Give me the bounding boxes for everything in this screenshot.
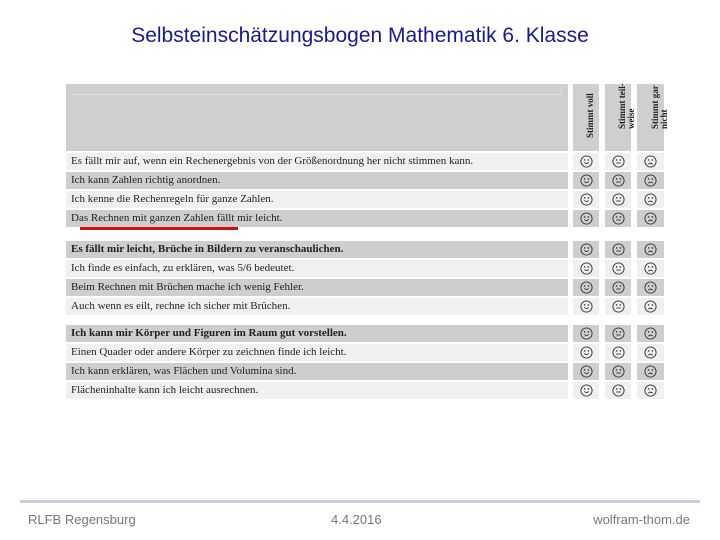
statement-text: Das Rechnen mit ganzen Zahlen fällt mir leicht. bbox=[66, 210, 568, 227]
statement-text: Ich kann Zahlen richtig anordnen. bbox=[66, 172, 568, 189]
rating-cell[interactable] bbox=[605, 344, 631, 361]
table-row bbox=[66, 191, 664, 208]
smiley-neutral-icon bbox=[612, 365, 625, 378]
rating-cell[interactable] bbox=[637, 363, 664, 380]
smiley-happy-icon bbox=[580, 243, 593, 256]
table-row bbox=[66, 344, 664, 361]
footer-divider bbox=[20, 500, 700, 503]
rating-cell[interactable] bbox=[637, 210, 664, 227]
self-assessment-table bbox=[66, 83, 669, 396]
table-row bbox=[66, 382, 664, 399]
statement-text: Ich kenne die Rechenregeln für ganze Zahlen. bbox=[66, 191, 568, 208]
footer-website: wolfram-thom.de bbox=[593, 512, 690, 527]
smiley-neutral-icon bbox=[612, 327, 625, 340]
rating-cell[interactable] bbox=[573, 279, 599, 296]
rating-cell[interactable] bbox=[637, 298, 664, 315]
table-row-heading bbox=[66, 241, 664, 258]
statement-text: Es fällt mir leicht, Brüche in Bildern zu veranschaulichen. bbox=[66, 241, 568, 258]
rating-cell[interactable] bbox=[605, 279, 631, 296]
rating-cell[interactable] bbox=[637, 325, 664, 342]
smiley-happy-icon bbox=[580, 155, 593, 168]
rating-cell[interactable] bbox=[605, 172, 631, 189]
rating-cell[interactable] bbox=[605, 241, 631, 258]
table-row bbox=[66, 260, 664, 277]
table-row bbox=[66, 153, 664, 170]
rating-cell[interactable] bbox=[605, 210, 631, 227]
column-header-stimmt-teilweise bbox=[605, 83, 636, 151]
rating-cell[interactable] bbox=[573, 191, 599, 208]
red-underline-annotation bbox=[80, 227, 238, 230]
smiley-happy-icon bbox=[580, 346, 593, 359]
rating-cell[interactable] bbox=[573, 172, 599, 189]
rating-cell[interactable] bbox=[637, 382, 664, 399]
smiley-neutral-icon bbox=[612, 155, 625, 168]
rating-cell[interactable] bbox=[573, 241, 599, 258]
smiley-neutral-icon bbox=[612, 243, 625, 256]
smiley-neutral-icon bbox=[612, 212, 625, 225]
section-1 bbox=[66, 153, 664, 229]
smiley-sad-icon bbox=[644, 384, 657, 397]
rating-cell[interactable] bbox=[637, 191, 664, 208]
smiley-neutral-icon bbox=[612, 300, 625, 313]
statement-text: Ich kann mir Körper und Figuren im Raum gut vorstellen. bbox=[66, 325, 568, 342]
column-label: Stimmt teil-weise bbox=[617, 83, 636, 129]
smiley-happy-icon bbox=[580, 281, 593, 294]
rating-cell[interactable] bbox=[573, 363, 599, 380]
table-row bbox=[66, 279, 664, 296]
smiley-sad-icon bbox=[644, 243, 657, 256]
statement-text: Einen Quader oder andere Körper zu zeichnen finde ich leicht. bbox=[66, 344, 568, 361]
rating-cell[interactable] bbox=[637, 153, 664, 170]
smiley-happy-icon bbox=[580, 174, 593, 187]
rating-cell[interactable] bbox=[637, 241, 664, 258]
smiley-neutral-icon bbox=[612, 193, 625, 206]
footer-date: 4.4.2016 bbox=[331, 512, 382, 527]
smiley-neutral-icon bbox=[612, 174, 625, 187]
rating-cell[interactable] bbox=[573, 210, 599, 227]
rating-cell[interactable] bbox=[573, 344, 599, 361]
statement-text: Es fällt mir auf, wenn ein Rechenergebnis von der Größenordnung her nicht stimmen kann. bbox=[66, 153, 568, 170]
smiley-sad-icon bbox=[644, 193, 657, 206]
smiley-happy-icon bbox=[580, 193, 593, 206]
section-3 bbox=[66, 325, 664, 401]
smiley-sad-icon bbox=[644, 212, 657, 225]
smiley-neutral-icon bbox=[612, 262, 625, 275]
smiley-sad-icon bbox=[644, 346, 657, 359]
column-header-stimmt-voll bbox=[573, 84, 599, 151]
header-blank-cell bbox=[66, 84, 568, 151]
statement-text: Beim Rechnen mit Brüchen mache ich wenig Fehler. bbox=[66, 279, 568, 296]
rating-cell[interactable] bbox=[637, 344, 664, 361]
smiley-sad-icon bbox=[644, 300, 657, 313]
rating-cell[interactable] bbox=[637, 279, 664, 296]
rating-cell[interactable] bbox=[573, 382, 599, 399]
rating-cell[interactable] bbox=[605, 325, 631, 342]
smiley-sad-icon bbox=[644, 365, 657, 378]
statement-text: Ich kann erklären, was Flächen und Volumina sind. bbox=[66, 363, 568, 380]
statement-text: Auch wenn es eilt, rechne ich sicher mit Brüchen. bbox=[66, 298, 568, 315]
rating-cell[interactable] bbox=[637, 260, 664, 277]
rating-cell[interactable] bbox=[573, 153, 599, 170]
rating-cell[interactable] bbox=[573, 298, 599, 315]
rating-cell[interactable] bbox=[573, 260, 599, 277]
rating-cell[interactable] bbox=[637, 172, 664, 189]
smiley-happy-icon bbox=[580, 262, 593, 275]
rating-cell[interactable] bbox=[605, 260, 631, 277]
table-row bbox=[66, 298, 664, 315]
table-header bbox=[66, 83, 669, 151]
section-2 bbox=[66, 241, 664, 317]
rating-cell[interactable] bbox=[605, 191, 631, 208]
smiley-happy-icon bbox=[580, 327, 593, 340]
table-row bbox=[66, 210, 664, 227]
smiley-sad-icon bbox=[644, 327, 657, 340]
column-label: Stimmt gar nicht bbox=[649, 85, 669, 129]
statement-text: Ich finde es einfach, zu erklären, was 5/6 bedeutet. bbox=[66, 260, 568, 277]
rating-cell[interactable] bbox=[573, 325, 599, 342]
rating-cell[interactable] bbox=[605, 382, 631, 399]
rating-cell[interactable] bbox=[605, 363, 631, 380]
smiley-happy-icon bbox=[580, 384, 593, 397]
footer-organization: RLFB Regensburg bbox=[28, 512, 136, 527]
smiley-neutral-icon bbox=[612, 346, 625, 359]
column-header-stimmt-gar-nicht bbox=[637, 84, 669, 151]
smiley-sad-icon bbox=[644, 174, 657, 187]
smiley-sad-icon bbox=[644, 155, 657, 168]
smiley-happy-icon bbox=[580, 365, 593, 378]
statement-text: Flächeninhalte kann ich leicht ausrechnen. bbox=[66, 382, 568, 399]
smiley-sad-icon bbox=[644, 262, 657, 275]
rating-cell[interactable] bbox=[605, 298, 631, 315]
table-row bbox=[66, 172, 664, 189]
smiley-neutral-icon bbox=[612, 384, 625, 397]
rating-cell[interactable] bbox=[605, 153, 631, 170]
column-label: Stimmt voll bbox=[585, 93, 595, 138]
smiley-neutral-icon bbox=[612, 281, 625, 294]
smiley-happy-icon bbox=[580, 300, 593, 313]
table-row-heading bbox=[66, 325, 664, 342]
table-row bbox=[66, 363, 664, 380]
smiley-sad-icon bbox=[644, 281, 657, 294]
smiley-happy-icon bbox=[580, 212, 593, 225]
page-title: Selbsteinschätzungsbogen Mathematik 6. Klasse bbox=[131, 24, 589, 47]
